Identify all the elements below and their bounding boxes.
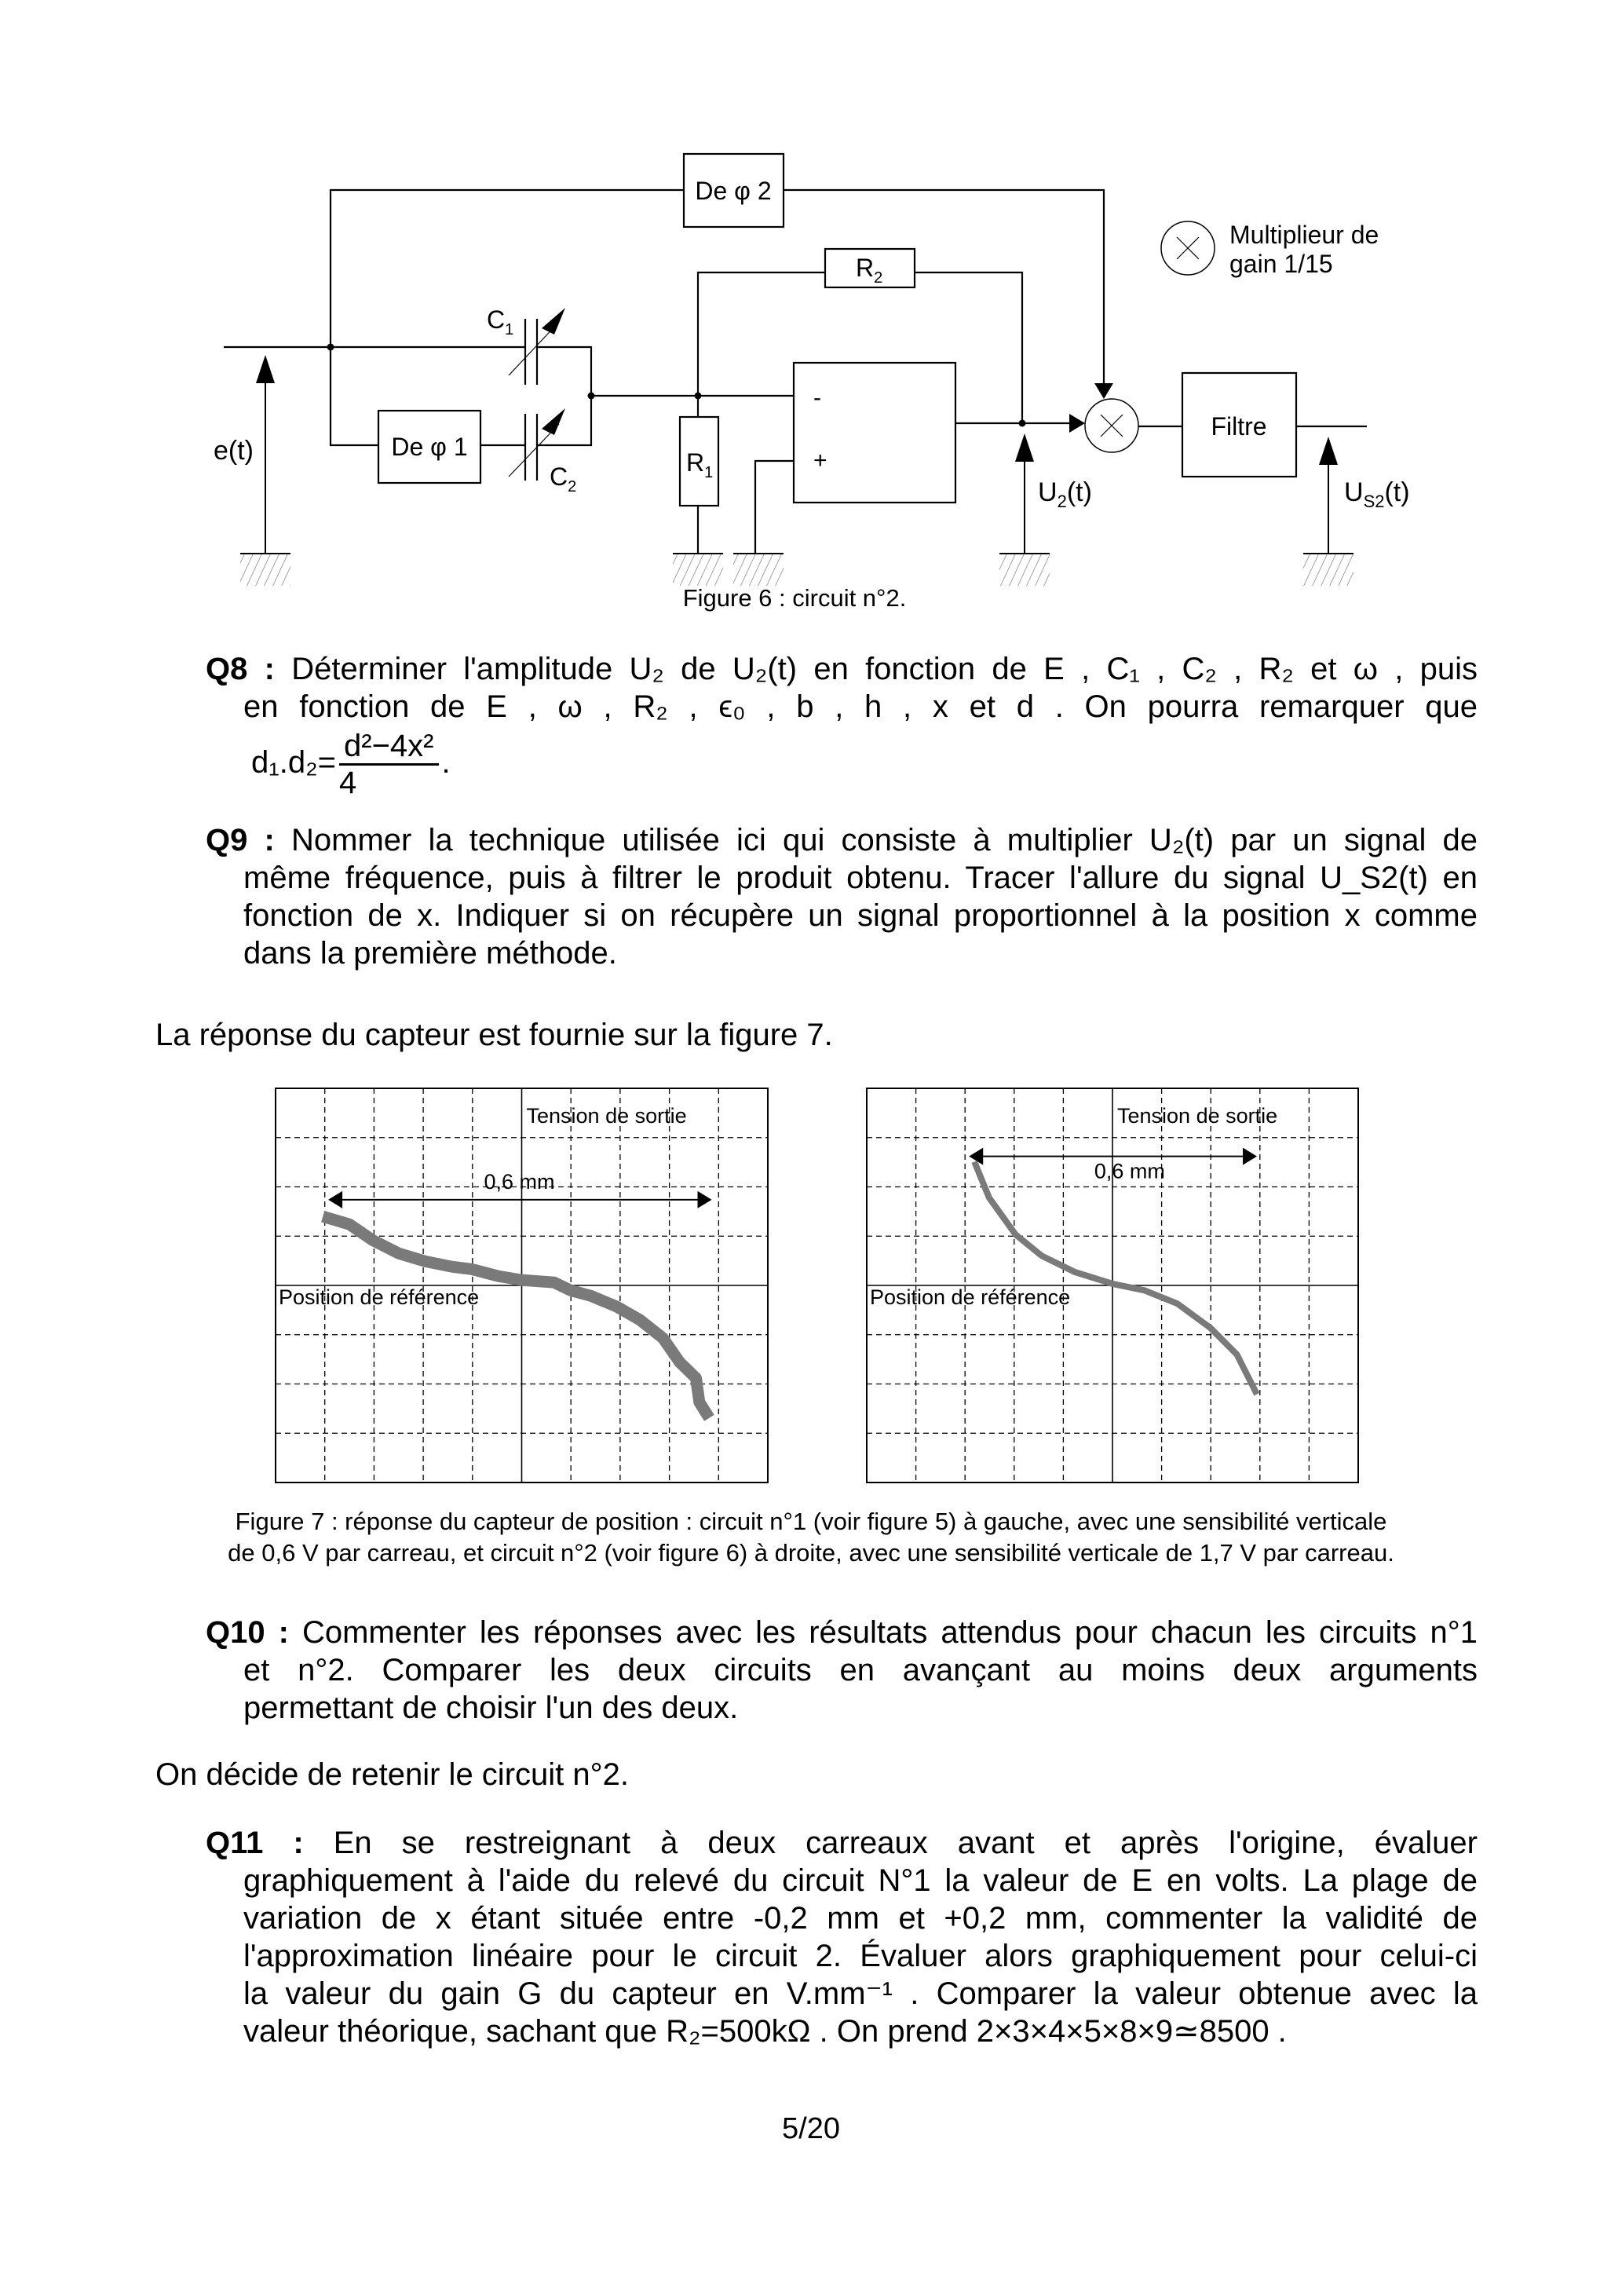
q8-label: Q8 : <box>206 652 275 686</box>
ground-icon <box>733 554 784 586</box>
circuit-diagram <box>0 0 1622 628</box>
q9-label: Q9 : <box>206 823 275 857</box>
ground-icon <box>999 554 1050 586</box>
decision-text: On décide de retenir le circuit n°2. <box>155 1757 629 1792</box>
q11-line2: graphiquement à l'aide du relevé du circuit N°1 la valeur de E en volts. La plage de <box>243 1863 1478 1898</box>
junction-dot <box>695 393 702 400</box>
question-q9 <box>206 821 1478 972</box>
q9-line3: fonction de x. Indiquer si on récupère un signal proportionnel à la position x comme <box>243 898 1478 933</box>
wire-dephaser2-to-multiplier <box>784 190 1104 391</box>
chart-xlabel: Position de référence <box>870 1285 1071 1309</box>
legend-text-2: gain 1/15 <box>1229 250 1333 278</box>
response-curve <box>974 1159 1257 1395</box>
ground-icon <box>1303 554 1353 586</box>
q9-line1: Nommer la technique utilisée ici qui consiste à multiplier U₂(t) par un signal de <box>290 823 1478 857</box>
intro-figure7: La réponse du capteur est fournie sur la figure 7. <box>155 1018 833 1052</box>
filter-label: Filtre <box>1211 412 1267 441</box>
opamp-minus-label: - <box>813 385 821 411</box>
figure7-caption-line2: de 0,6 V par carreau, et circuit n°2 (voir figure 6) à droite, avec une sensibilité verticale de 1,7 V par carreau. <box>228 1539 1394 1567</box>
legend-text-1: Multiplieur de <box>1229 221 1379 249</box>
figure7-caption-line1: Figure 7 : réponse du capteur de position : circuit n°1 (voir figure 5) à gauche, avec une sensibilité verticale <box>235 1508 1387 1535</box>
question-q11 <box>206 1824 1478 2050</box>
arrow-into-multiplier-top-icon <box>1094 383 1113 399</box>
chart-xlabel: Position de référence <box>279 1285 480 1309</box>
dimension-arrow-left-icon <box>328 1191 342 1208</box>
formula-numerator: d²−4x² <box>339 729 439 766</box>
dimension-label: 0,6 mm <box>484 1169 555 1194</box>
junction-dot <box>327 344 334 351</box>
dephaser2-label: De φ 2 <box>695 177 772 205</box>
formula-end: . <box>441 745 451 781</box>
figure7-caption <box>118 1506 1504 1569</box>
q10-line1: Commenter les réponses avec les résultats attendus pour chacun les circuits n°1 <box>301 1615 1478 1650</box>
chart-1 <box>276 1088 768 1483</box>
input-label: e(t) <box>214 436 254 466</box>
formula-lhs: d₁.d₂= <box>251 745 336 781</box>
dimension-arrow-right-icon <box>698 1191 712 1208</box>
q11-label: Q11 : <box>206 1826 304 1860</box>
u2-label: $U_2(t)$ <box>1038 477 1092 511</box>
input-voltage-arrow-icon <box>256 355 275 383</box>
r1-label: $R_1$ <box>686 448 714 481</box>
chart-ylabel: Tension de sortie <box>1117 1104 1278 1128</box>
figure6-caption: Figure 6 : circuit n°2. <box>682 584 907 612</box>
ground-symbols <box>240 554 1353 586</box>
q10-label: Q10 : <box>206 1615 289 1650</box>
page-number: 5/20 <box>782 2112 840 2145</box>
opamp-box <box>794 363 955 503</box>
dimension-arrow-right-icon <box>1243 1148 1257 1165</box>
chart-ylabel: Tension de sortie <box>526 1104 687 1128</box>
q9-line4: dans la première méthode. <box>243 936 617 971</box>
q11-line1: En se restreignant à deux carreaux avant et après l'origine, évaluer <box>333 1826 1478 1860</box>
us2-label: $U_{S2}(t)$ <box>1344 477 1410 511</box>
us2-voltage-arrow-icon <box>1319 437 1338 465</box>
wire-plus-ground <box>755 461 794 554</box>
q10-line2: et n°2. Comparer les deux circuits en avançant au moins deux arguments <box>243 1653 1478 1687</box>
c1-label: $C_1$ <box>487 305 514 338</box>
wire-lower-branch <box>331 347 378 445</box>
opamp-plus-label: + <box>813 448 827 473</box>
chart-2 <box>867 1088 1358 1483</box>
u2-voltage-arrow-icon <box>1015 433 1034 462</box>
question-q10 <box>206 1614 1478 1727</box>
response-curve <box>323 1216 709 1418</box>
r2-label: $R_2$ <box>856 254 883 287</box>
c2-variable-arrow-icon <box>542 408 565 435</box>
dephaser1-label: De φ 1 <box>391 433 468 461</box>
formula-denominator: 4 <box>339 766 357 800</box>
q11-line6: valeur théorique, sachant que R₂=500kΩ . On prend 2×3×4×5×8×9≃8500 . <box>243 2014 1287 2049</box>
junction-dot <box>1019 420 1026 427</box>
q11-line4: l'approximation linéaire pour le circuit 2. Évaluer alors graphiquement pour celui-ci <box>243 1939 1478 1973</box>
question-q8 <box>206 650 1478 800</box>
figure7-charts <box>0 1068 1622 1508</box>
q8-formula <box>206 729 1478 800</box>
q8-line2: en fonction de E , ω , R₂ , ϵ₀ , b , h , x et d . On pourra remarquer que <box>243 689 1478 724</box>
q11-line5: la valeur du gain G du capteur en V.mm⁻¹ . Comparer la valeur obtenue avec la <box>243 1976 1478 2011</box>
junction-dot <box>588 393 595 400</box>
dimension-label: 0,6 mm <box>1094 1159 1165 1183</box>
q9-line2: même fréquence, puis à filtrer le produit obtenu. Tracer l'allure du signal U_S2(t) en <box>243 861 1478 895</box>
c2-label: $C_2$ <box>550 462 577 495</box>
c1-variable-arrow-icon <box>542 308 565 335</box>
wire-c1-right <box>537 347 591 445</box>
q10-line3: permettant de choisir l'un des deux. <box>243 1691 739 1725</box>
ground-icon <box>240 554 290 586</box>
ground-icon <box>673 554 723 586</box>
formula-fraction <box>339 729 439 800</box>
q8-line1: Déterminer l'amplitude U₂ de U₂(t) en fonction de E , C₁ , C₂ , R₂ et ω , puis <box>291 652 1478 686</box>
q11-line3: variation de x étant située entre -0,2 mm et +0,2 mm, commenter la validité de <box>243 1901 1478 1936</box>
arrow-into-multiplier-left-icon <box>1069 414 1085 433</box>
